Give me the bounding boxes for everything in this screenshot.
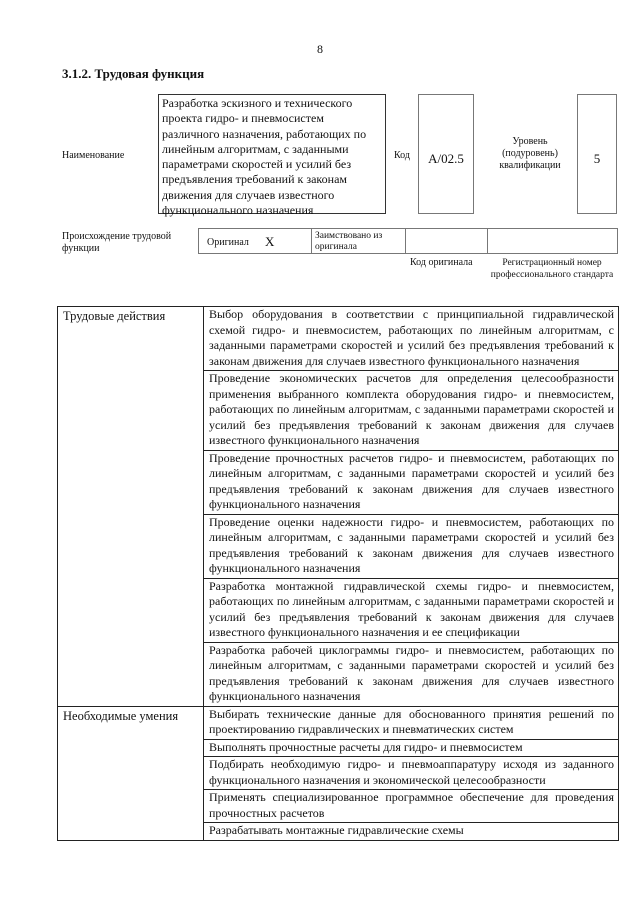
origin-row: [198, 228, 618, 254]
labor-action-row-text: Проведение оценки надежности гидро- и пневмосистем, работающих по линейным алгоритмам, с заданными параметрами скоростей и усилий без предъявления требований к законам движения для случаев известного функционального назначения: [204, 514, 619, 578]
labor-action-row-label: Трудовые действия: [58, 307, 204, 707]
labor-action-row-text: Проведение экономических расчетов для определения целесообразности применения выбранного комплекта оборудования гидро- и пневмосистем, работающих по линейным алгоритмам, с заданными параметрами скоростей и усилий без предъявления требований к законам движения для случаев известного функционального назначения: [204, 371, 619, 451]
skill-row-text: Подбирать необходимую гидро- и пневмоаппаратуру исходя из заданного функционального назначения и экономической целесообразности: [204, 757, 619, 790]
origin-divider-1: [311, 229, 312, 253]
level-label: Уровень (подуровень) квалификации: [499, 136, 561, 171]
code-value-box: [418, 94, 474, 214]
page-number: 8: [317, 42, 323, 56]
origin-divider-2: [405, 229, 406, 253]
skill-row-text: Выполнять прочностные расчеты для гидро- и пневмосистем: [204, 739, 619, 757]
labor-actions-section: [58, 307, 619, 707]
labor-action-row-text: Разработка рабочей циклограммы гидро- и пневмосистем, работающих по линейным алгоритмам, с заданными параметрами скоростей и усилий без предъявления требований к законам движения для случаев известного функционального назначения: [204, 642, 619, 706]
code-original-label: Код оригинала: [410, 257, 473, 268]
code-label: Код: [394, 150, 410, 161]
skill-row-label: Необходимые умения: [58, 706, 204, 840]
original-label: Оригинал: [207, 237, 249, 248]
skills-section: [58, 706, 619, 840]
borrowed-label: Заимствовано из оригинала: [315, 231, 383, 252]
skill-row-text: Применять специализированное программное обеспечение для проведения прочностных расчетов: [204, 790, 619, 823]
function-name-text: Разработка эскизного и технического проекта гидро- и пневмосистем различного назначения, работающих по линейным алгоритмам, с заданными параметрами скоростей и усилий без предъявления требований к законам движения для случаев известного функционального назначения: [162, 96, 367, 218]
original-mark: X: [265, 234, 275, 249]
name-label: Наименование: [62, 150, 125, 161]
function-details-table: [57, 306, 619, 841]
skill-row-text: Выбирать технические данные для обоснованного принятия решений по проектированию гидравлических и пневматических систем: [204, 706, 619, 739]
level-value-box: [577, 94, 617, 214]
section-title: 3.1.2. Трудовая функция: [62, 66, 205, 81]
origin-divider-3: [487, 229, 488, 253]
labor-action-row-text: Разработка монтажной гидравлической схемы гидро- и пневмосистем, работающих по линейным алгоритмам, с заданными параметрами скоростей и усилий без предъявления требований к законам движения для случаев известного функционального назначения и ее спецификации: [204, 578, 619, 642]
code-value: А/02.5: [428, 151, 464, 166]
skill-row-text: Разрабатывать монтажные гидравлические схемы: [204, 823, 619, 841]
labor-action-row: [58, 307, 619, 371]
skill-row: [58, 706, 619, 739]
origin-label: Происхождение трудовой функции: [62, 231, 172, 254]
labor-action-row-text: Выбор оборудования в соответствии с принципиальной гидравлической схемой гидро- и пневмосистем, работающих по линейным алгоритмам, с заданными параметрами скоростей и усилий без предъявления требований к законам движения для случаев известного функционального назначения: [204, 307, 619, 371]
reg-number-label: Регистрационный номер профессионального стандарта: [490, 258, 614, 280]
level-value: 5: [593, 151, 601, 166]
labor-action-row-text: Проведение прочностных расчетов гидро- и пневмосистем, работающих по линейным алгоритмам, с заданными параметрами скоростей и усилий без предъявления требований к законам движения для случаев известного функционального назначения: [204, 450, 619, 514]
function-name-box: [158, 94, 386, 218]
